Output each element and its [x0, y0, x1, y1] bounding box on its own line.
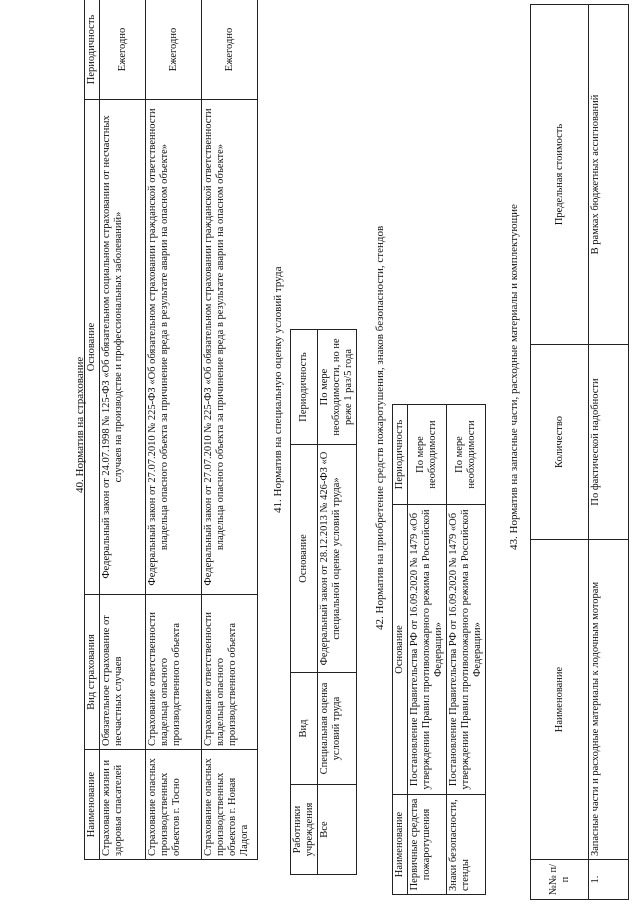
insurance-table — [84, 0, 258, 860]
table-header-row — [393, 405, 408, 895]
header-cell: Работники учреждения — [291, 785, 318, 875]
header-cell: Периодичность — [85, 0, 100, 100]
table-cell: По мере необходимости — [408, 405, 447, 505]
table-cell: Страхование ответственности владельца опасного производственного объекта — [146, 595, 202, 750]
table-row — [589, 5, 629, 900]
table-cell: Специальная оценка условий труда — [318, 673, 357, 785]
fire-safety-table — [392, 404, 486, 895]
table-cell: Страхование жизни и здоровья спасателей — [100, 750, 146, 860]
table-cell: Все — [318, 785, 357, 875]
table-row — [447, 405, 486, 895]
table-cell: Ежегодно — [146, 0, 202, 100]
header-cell: Количество — [531, 345, 589, 540]
table-cell: По мере необходимости — [447, 405, 486, 505]
header-cell: Периодичность — [291, 330, 318, 445]
header-cell: Периодичность — [393, 405, 408, 505]
header-cell: Предельная стоимость — [531, 5, 589, 345]
section-42-title: 42. Норматив на приобретение средств пожаротушения, знаков безопасности, стендов — [374, 225, 386, 630]
section-41-title: 41. Норматив на специальную оценку условий труда — [272, 266, 284, 513]
table-cell: Запасные части и расходные материалы к лодочным моторам — [589, 540, 629, 860]
header-cell: №№ п/п — [531, 860, 589, 900]
table-cell: Федеральный закон от 27.07.2010 № 225-ФЗ «Об обязательном страховании гражданской ответственности владельца опасного объекта за причинение вреда в результате аварии на опасном объекте» — [202, 100, 258, 595]
table-cell: Федеральный закон от 28.12.2013 № 426-ФЗ «О специальной оценке условий труда» — [318, 445, 357, 673]
table-cell: Страхование опасных производственных объектов г. Тосно — [146, 750, 202, 860]
table-cell: Федеральный закон от 27.07.2010 № 225-ФЗ «Об обязательном страховании гражданской ответственности владельца опасного объекта за причинение вреда в результате аварии на опасном объекте» — [146, 100, 202, 595]
table-row — [100, 0, 146, 860]
table-cell: Первичные средства пожаротушения — [408, 795, 447, 895]
labor-assessment-table — [290, 329, 357, 875]
table-cell: Страхование ответственности владельца опасного производственного объекта — [202, 595, 258, 750]
table-header-row — [85, 0, 100, 860]
table-cell: 1. — [589, 860, 629, 900]
table-cell: Знаки безопасности, стенды — [447, 795, 486, 895]
table-cell: Федеральный закон от 24.07.1998 № 125-ФЗ «Об обязательном социальном страховании от несчастных случаев на производстве и профессиональных заболеваний» — [100, 100, 146, 595]
header-cell: Основание — [291, 445, 318, 673]
table-cell: По фактической надобности — [589, 345, 629, 540]
section-43-title: 43. Норматив на запасные части, расходные материалы и комплектующие — [508, 204, 520, 550]
table-header-row — [291, 330, 318, 875]
table-cell: В рамках бюджетных ассигнований — [589, 5, 629, 345]
table-cell: Обязательное страхование от несчастных случаев — [100, 595, 146, 750]
header-cell: Наименование — [393, 795, 408, 895]
header-cell: Основание — [85, 100, 100, 595]
section-40-title: 40. Норматив на страхование — [74, 356, 86, 493]
table-cell: Ежегодно — [202, 0, 258, 100]
header-cell: Вид страхования — [85, 595, 100, 750]
header-cell: Вид — [291, 673, 318, 785]
table-row — [146, 0, 202, 860]
spare-parts-table — [530, 4, 629, 900]
table-row — [318, 330, 357, 875]
header-cell: Основание — [393, 505, 408, 795]
header-cell: Наименование — [531, 540, 589, 860]
table-header-row — [531, 5, 589, 900]
table-cell: Постановление Правительства РФ от 16.09.2020 № 1479 «Об утверждении Правил противопожарного режима в Российской Федерации» — [447, 505, 486, 795]
table-row — [408, 405, 447, 895]
table-cell: Ежегодно — [100, 0, 146, 100]
header-cell: Наименование — [85, 750, 100, 860]
table-cell: Страхование опасных производственных объектов г. Новая Ладога — [202, 750, 258, 860]
table-cell: Постановление Правительства РФ от 16.09.2020 № 1479 «Об утверждении Правил противопожарного режима в Российской Федерации» — [408, 505, 447, 795]
table-cell: По мере необходимости, но не реже 1 раз/5 года — [318, 330, 357, 445]
table-row — [202, 0, 258, 860]
